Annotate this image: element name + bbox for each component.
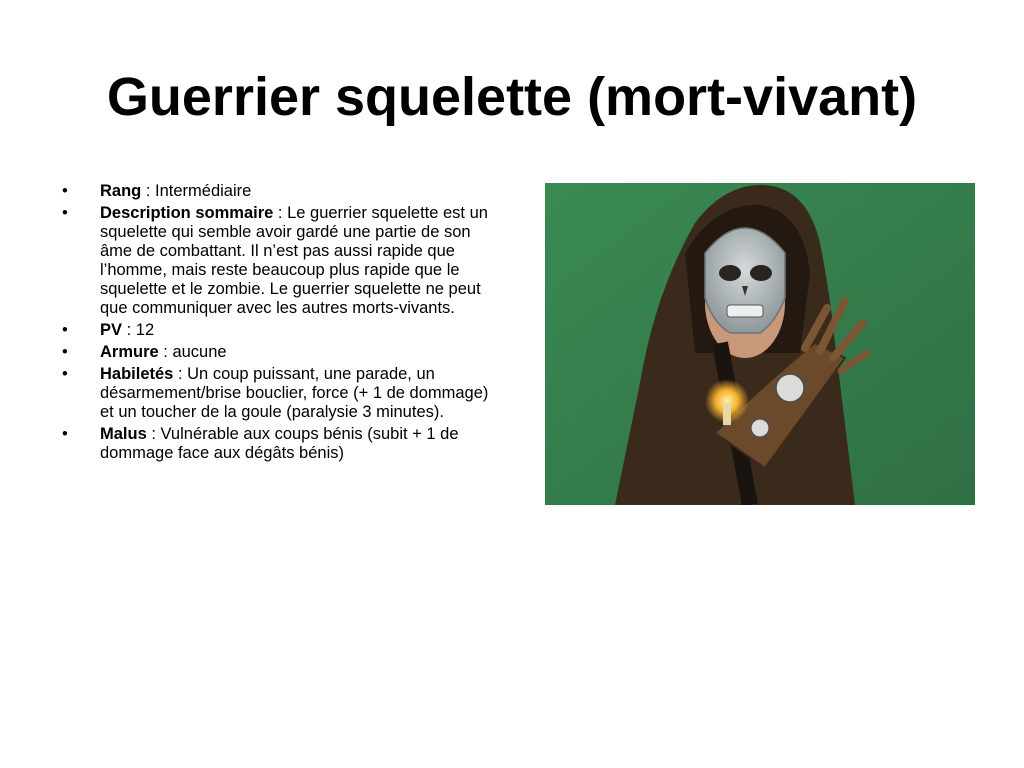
arm-skull-decor-small — [751, 419, 769, 437]
item-label: PV — [100, 321, 123, 339]
item-separator: : — [158, 343, 173, 361]
list-item-armure — [62, 343, 502, 362]
item-separator: : — [141, 182, 156, 200]
bullet-list — [62, 182, 502, 466]
bullet-icon: • — [62, 182, 68, 200]
bullet-icon: • — [62, 425, 68, 443]
item-separator: : — [273, 204, 288, 222]
list-item-rang — [62, 182, 502, 201]
item-text: Un coup puissant, une parade, un désarmement/brise bouclier, force (+ 1 de dommage) et un toucher de la goule (paralysie 3 minutes). — [100, 365, 489, 421]
item-separator: : — [146, 425, 161, 443]
item-separator: : — [173, 365, 188, 383]
item-text: Vulnérable aux coups bénis (subit + 1 de dommage face aux dégâts bénis) — [100, 425, 459, 462]
item-label: Description sommaire — [100, 204, 274, 222]
item-label: Malus — [100, 425, 147, 443]
bullet-icon: • — [62, 204, 68, 222]
candle — [723, 403, 731, 425]
slide-title: Guerrier squelette (mort-vivant) — [106, 67, 918, 127]
item-separator: : — [122, 321, 136, 339]
item-text: 12 — [135, 321, 155, 339]
list-item-description — [62, 204, 502, 318]
skeleton-warrior-photo — [545, 183, 975, 505]
arm-skull-decor — [776, 374, 804, 402]
mask-eye-right — [750, 265, 772, 281]
item-text: aucune — [172, 343, 227, 361]
list-item-habiletes — [62, 365, 502, 422]
mask-eye-left — [719, 265, 741, 281]
bullet-icon: • — [62, 343, 68, 361]
bullet-icon: • — [62, 321, 68, 339]
item-label: Rang — [100, 182, 142, 200]
item-text: Le guerrier squelette est un squelette qui semble avoir gardé une partie de son âme de combattant. Il n’est pas aussi rapide que l’homme, mais reste beaucoup plus rapide que le squelette et le zombie. Le guerrier squelette ne peut que communiquer avec les autres morts-vivants. — [100, 204, 488, 317]
bullet-icon: • — [62, 365, 68, 383]
list-item-malus — [62, 425, 502, 463]
mask-teeth — [727, 305, 763, 317]
list-item-pv — [62, 321, 502, 340]
item-text: Intermédiaire — [155, 182, 252, 200]
item-label: Armure — [100, 343, 159, 361]
item-label: Habiletés — [100, 365, 174, 383]
